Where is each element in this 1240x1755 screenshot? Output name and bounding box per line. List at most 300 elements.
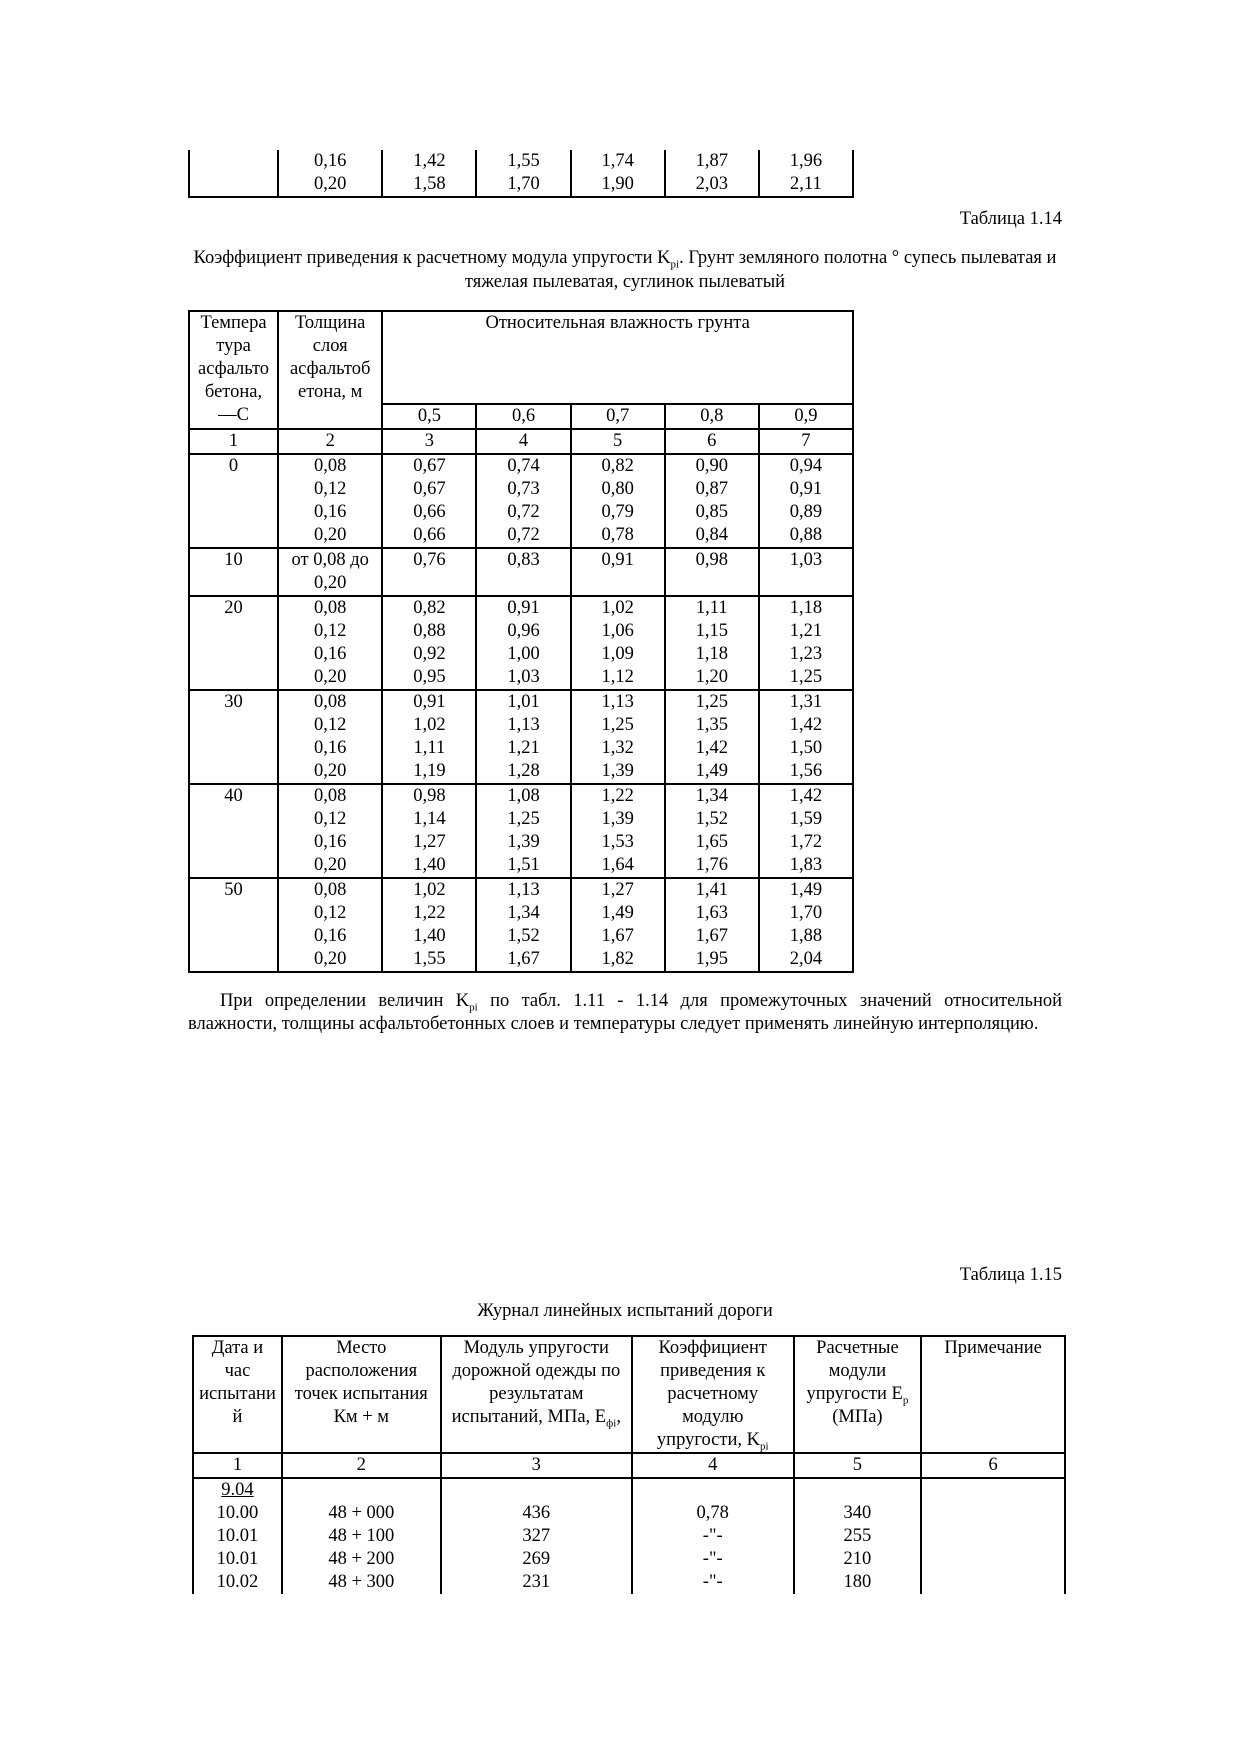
thickness-value: 0,12 xyxy=(314,479,347,499)
table-row xyxy=(189,784,853,878)
cell-value: 231 xyxy=(522,1572,551,1592)
header-line: модули xyxy=(828,1361,887,1381)
header-line: модулю xyxy=(682,1407,744,1427)
cell-value: 1,96 xyxy=(789,151,823,171)
subscript: р xyxy=(902,1394,909,1407)
header-number-row xyxy=(189,429,853,454)
coefficient-cell xyxy=(665,878,759,972)
header-line: й xyxy=(232,1407,243,1427)
coefficient-cell xyxy=(759,454,853,548)
header-line: упругости, $K_{pi}$ xyxy=(656,1430,769,1453)
header-line: Расчетные xyxy=(816,1338,899,1358)
coefficient-value: 1,56 xyxy=(789,761,823,781)
continuation-cell xyxy=(665,150,759,197)
moisture-value: 0,7 xyxy=(571,404,665,429)
spacer xyxy=(445,1479,628,1502)
coefficient-value: 0,98 xyxy=(413,786,446,806)
coefficient-value: 1,52 xyxy=(507,926,540,946)
cell-value: 48 + 300 xyxy=(328,1572,395,1592)
coefficient-value: 0,91 xyxy=(507,598,540,618)
coefficient-value: 1,02 xyxy=(601,598,634,618)
coefficient-value: 1,18 xyxy=(695,644,728,664)
coefficient-value: 1,55 xyxy=(413,949,446,969)
table-1-15-body xyxy=(193,1478,1065,1594)
coefficient-value: 0,85 xyxy=(695,502,728,522)
cell-value: 1,42 xyxy=(413,151,446,171)
header-temperature-line: бетона, xyxy=(204,382,263,402)
coefficient-value: 0,92 xyxy=(413,644,446,664)
cell-value: 48 + 100 xyxy=(328,1526,395,1546)
coefficient-cell xyxy=(476,548,570,596)
header-location xyxy=(282,1336,441,1453)
temperature-cell: 30 xyxy=(189,690,278,784)
header-date-time xyxy=(193,1336,282,1453)
cell-value: 2,11 xyxy=(790,174,822,194)
coefficient-value: 1,70 xyxy=(789,903,823,923)
cell-value: 2,03 xyxy=(695,174,728,194)
moisture-value: 0,8 xyxy=(665,404,759,429)
coefficient-value: 1,13 xyxy=(601,692,634,712)
coefficient-cell xyxy=(382,784,476,878)
cell-value xyxy=(925,1548,1061,1571)
spacer xyxy=(798,1479,918,1502)
coefficient-cell xyxy=(759,784,853,878)
coefficient-value: 1,40 xyxy=(413,926,446,946)
thickness-cell xyxy=(278,596,382,690)
coefficient-cell xyxy=(571,690,665,784)
coefficient-value: 1,25 xyxy=(601,715,634,735)
continuation-cell xyxy=(189,150,278,197)
coefficient-value: 0,82 xyxy=(413,598,446,618)
subscript: pi xyxy=(759,1440,769,1453)
header-modulus xyxy=(441,1336,632,1453)
coefficient-value: 0,67 xyxy=(413,479,446,499)
cell-value: 269 xyxy=(522,1549,551,1569)
header-temperature-line: асфальто xyxy=(197,359,270,379)
cell-value: -"- xyxy=(702,1572,723,1592)
table-1-14-body xyxy=(189,454,853,972)
table-row xyxy=(189,548,853,596)
header-temperature-line: Темпера xyxy=(200,313,267,333)
coefficient-value: 0,95 xyxy=(413,667,446,687)
column-number: 7 xyxy=(759,429,853,454)
coefficient-value: 1,67 xyxy=(601,926,634,946)
header-thickness xyxy=(278,311,382,429)
column-number: 5 xyxy=(571,429,665,454)
coefficient-value: 1,28 xyxy=(507,761,540,781)
coefficient-value: 0,91 xyxy=(413,692,446,712)
coefficient-value: 1,51 xyxy=(507,855,540,875)
header-line: Коэффициент xyxy=(658,1338,767,1358)
coefficient-value: 1,67 xyxy=(695,926,728,946)
cell-value: 255 xyxy=(843,1526,872,1546)
moisture-value: 0,6 xyxy=(476,404,570,429)
table-1-15-label: Таблица 1.15 xyxy=(959,1265,1062,1285)
header-line: дорожной одежды по xyxy=(452,1361,621,1381)
table-1-14-header xyxy=(189,311,853,454)
thickness-value: 0,16 xyxy=(314,502,347,522)
thickness-cell xyxy=(278,454,382,548)
continuation-cell xyxy=(476,150,570,197)
header-thickness-line: етона, м xyxy=(298,382,363,402)
cell-value: 0,78 xyxy=(696,1503,729,1523)
header-line: (МПа) xyxy=(832,1407,883,1427)
thickness-value: 0,16 xyxy=(314,926,347,946)
thickness-value: 0,12 xyxy=(314,621,347,641)
table-1-15-title: Журнал линейных испытаний дороги xyxy=(477,1301,773,1321)
table-row xyxy=(189,690,853,784)
coefficient-value: 2,04 xyxy=(789,949,823,969)
continuation-cell xyxy=(759,150,853,197)
coefficient-value: 0,67 xyxy=(413,456,446,476)
header-line: расположения xyxy=(305,1361,418,1381)
header-line: час xyxy=(224,1361,251,1381)
coefficient-value: 1,39 xyxy=(507,832,540,852)
header-thickness-line: Толщина xyxy=(294,313,366,333)
thickness-cell xyxy=(278,878,382,972)
cell-value: 210 xyxy=(843,1549,872,1569)
header-line: испытаний, МПа, $Е_{фi}$, xyxy=(451,1407,621,1430)
test-date: 9.04 xyxy=(221,1480,254,1500)
header-line: Км + м xyxy=(333,1407,390,1427)
thickness-cell xyxy=(278,548,382,596)
coefficient-value: 1,03 xyxy=(789,550,823,570)
coefficient-value: 0,72 xyxy=(507,525,540,545)
cell-value: 10.01 xyxy=(216,1526,259,1546)
coefficient-cell xyxy=(382,596,476,690)
thickness-value: 0,16 xyxy=(314,738,347,758)
coefficient-value: 0,74 xyxy=(507,456,540,476)
coefficient-cell xyxy=(382,878,476,972)
header-line: Дата и xyxy=(211,1338,264,1358)
coefficient-value: 1,02 xyxy=(413,715,446,735)
coefficient-value: 0,66 xyxy=(413,525,446,545)
coefficient-value: 1,18 xyxy=(789,598,823,618)
coefficient-cell xyxy=(759,878,853,972)
column-number: 1 xyxy=(193,1453,282,1478)
coefficient-value: 1,39 xyxy=(601,761,634,781)
spacer xyxy=(925,1479,1061,1502)
cell-value: 48 + 000 xyxy=(328,1503,395,1523)
cell-value: 1,58 xyxy=(413,174,446,194)
cell-value: 436 xyxy=(522,1503,551,1523)
cell-value: -"- xyxy=(702,1526,723,1546)
coefficient-cell xyxy=(476,784,570,878)
coefficient-value: 1,42 xyxy=(789,715,823,735)
coefficient-cell xyxy=(476,596,570,690)
coefficient-value: 1,27 xyxy=(601,880,634,900)
coefficient-value: 1,64 xyxy=(601,855,634,875)
cell-value: 1,70 xyxy=(507,174,540,194)
journal-cell xyxy=(282,1478,441,1594)
coefficient-value: 1,25 xyxy=(507,809,540,829)
coefficient-value: 1,20 xyxy=(695,667,728,687)
coefficient-value: 1,01 xyxy=(507,692,540,712)
coefficient-value: 1,63 xyxy=(695,903,728,923)
moisture-value: 0,5 xyxy=(382,404,476,429)
coefficient-value: 1,13 xyxy=(507,715,540,735)
coefficient-value: 1,32 xyxy=(601,738,634,758)
coefficient-cell xyxy=(571,548,665,596)
thickness-value: 0,08 xyxy=(314,598,347,618)
temperature-cell: 10 xyxy=(189,548,278,596)
header-line: испытани xyxy=(199,1384,276,1404)
table-row xyxy=(193,1478,1065,1594)
continuation-table-body xyxy=(189,150,853,197)
coefficient-value: 0,84 xyxy=(695,525,728,545)
coefficient-value: 1,25 xyxy=(695,692,728,712)
coefficient-value: 1,95 xyxy=(695,949,728,969)
coefficient-value: 1,67 xyxy=(507,949,540,969)
coefficient-value: 0,90 xyxy=(695,456,728,476)
coefficient-cell xyxy=(571,878,665,972)
coefficient-value: 1,72 xyxy=(789,832,823,852)
continuation-cell xyxy=(571,150,665,197)
temperature-cell: 50 xyxy=(189,878,278,972)
header-line: расчетному xyxy=(667,1384,759,1404)
column-number: 2 xyxy=(282,1453,441,1478)
coefficient-cell xyxy=(571,454,665,548)
journal-cell xyxy=(794,1478,922,1594)
thickness-value: 0,16 xyxy=(314,644,347,664)
coefficient-value: 1,09 xyxy=(601,644,634,664)
thickness-value: 0,08 xyxy=(314,456,347,476)
subscript: фi xyxy=(606,1417,617,1430)
cell-value: 1,55 xyxy=(507,151,540,171)
cell-value: 180 xyxy=(843,1572,872,1592)
spacer xyxy=(636,1479,790,1502)
coefficient-value: 0,82 xyxy=(601,456,634,476)
moisture-value: 0,9 xyxy=(759,404,853,429)
coefficient-value: 1,11 xyxy=(413,738,446,758)
coefficient-value: 1,11 xyxy=(695,598,728,618)
thickness-value: 0,20 xyxy=(314,761,347,781)
coefficient-value: 1,22 xyxy=(413,903,446,923)
coefficient-value: 0,72 xyxy=(507,502,540,522)
coefficient-cell xyxy=(476,878,570,972)
coefficient-value: 0,66 xyxy=(413,502,446,522)
coefficient-value: 1,83 xyxy=(789,855,823,875)
thickness-value: 0,20 xyxy=(314,855,347,875)
coefficient-value: 1,42 xyxy=(695,738,728,758)
coefficient-cell xyxy=(665,596,759,690)
coefficient-value: 1,00 xyxy=(507,644,540,664)
cell-value xyxy=(925,1525,1061,1548)
thickness-value: 0,12 xyxy=(314,715,347,735)
coefficient-value: 1,52 xyxy=(695,809,728,829)
coefficient-value: 1,53 xyxy=(601,832,634,852)
thickness-value: 0,20 xyxy=(314,667,347,687)
coefficient-value: 1,13 xyxy=(507,880,540,900)
continuation-row xyxy=(189,150,853,197)
coefficient-cell xyxy=(759,596,853,690)
coefficient-value: 1,06 xyxy=(601,621,634,641)
thickness-cell xyxy=(278,784,382,878)
header-note: Примечание xyxy=(921,1336,1065,1453)
thickness-value: 0,08 xyxy=(314,786,347,806)
cell-value: 1,90 xyxy=(601,174,634,194)
cell-value: 0,16 xyxy=(314,151,347,171)
coefficient-value: 0,79 xyxy=(601,502,634,522)
table-row xyxy=(189,878,853,972)
thickness-value: 0,16 xyxy=(314,832,347,852)
coefficient-cell xyxy=(476,690,570,784)
coefficient-cell xyxy=(665,548,759,596)
coefficient-value: 1,08 xyxy=(507,786,540,806)
coefficient-cell xyxy=(382,454,476,548)
coefficient-cell xyxy=(382,548,476,596)
column-number: 3 xyxy=(382,429,476,454)
coefficient-cell xyxy=(382,690,476,784)
continuation-cell xyxy=(382,150,476,197)
cell-value: 10.01 xyxy=(216,1549,259,1569)
coefficient-cell xyxy=(571,596,665,690)
coefficient-value: 1,49 xyxy=(695,761,728,781)
coefficient-value: 1,25 xyxy=(789,667,823,687)
header-line: приведения к xyxy=(660,1361,766,1381)
coefficient-value: 1,31 xyxy=(789,692,823,712)
coefficient-cell xyxy=(571,784,665,878)
header-number-row-1-15 xyxy=(193,1453,1065,1478)
coefficient-value: 1,02 xyxy=(413,880,446,900)
coefficient-value: 1,21 xyxy=(507,738,540,758)
coefficient-value: 0,78 xyxy=(601,525,634,545)
column-number: 2 xyxy=(278,429,382,454)
coefficient-cell xyxy=(759,690,853,784)
coefficient-value: 1,34 xyxy=(695,786,728,806)
coefficient-value: 1,27 xyxy=(413,832,446,852)
column-number: 1 xyxy=(189,429,278,454)
cell-value xyxy=(925,1571,1061,1594)
column-number: 5 xyxy=(794,1453,922,1478)
coefficient-cell xyxy=(759,548,853,596)
coefficient-value: 1,41 xyxy=(695,880,728,900)
thickness-value: 0,20 xyxy=(314,573,347,593)
column-number: 6 xyxy=(665,429,759,454)
coefficient-value: 0,88 xyxy=(413,621,446,641)
coefficient-value: 1,49 xyxy=(789,880,823,900)
cell-value: 1,74 xyxy=(601,151,634,171)
coefficient-value: 0,94 xyxy=(789,456,823,476)
table-row xyxy=(189,454,853,548)
thickness-value: 0,08 xyxy=(314,880,347,900)
cell-value: 10.02 xyxy=(216,1572,259,1592)
coefficient-value: 1,34 xyxy=(507,903,540,923)
coefficient-value: 1,14 xyxy=(413,809,446,829)
coefficient-value: 0,88 xyxy=(789,525,823,545)
cell-value: 1,87 xyxy=(695,151,728,171)
coefficient-value: 0,98 xyxy=(695,550,728,570)
coefficient-value: 1,49 xyxy=(601,903,634,923)
header-temperature-line: —С xyxy=(218,405,249,425)
journal-cell xyxy=(193,1478,282,1594)
coefficient-value: 1,19 xyxy=(413,761,446,781)
coefficient-value: 1,76 xyxy=(695,855,728,875)
coefficient-value: 0,87 xyxy=(695,479,728,499)
coefficient-value: 1,22 xyxy=(601,786,634,806)
temperature-cell: 0 xyxy=(189,454,278,548)
table-1-14 xyxy=(188,310,854,973)
thickness-value: 0,12 xyxy=(314,903,347,923)
thickness-value: 0,20 xyxy=(314,525,347,545)
table-1-14-title: Коэффициент приведения к расчетному модула упругости $K_{pi}$. Грунт земляного полотна ° супесь пылеватая и тяжелая пылеватая, суглинок пылеватый xyxy=(193,248,1057,292)
coefficient-value: 1,12 xyxy=(601,667,634,687)
journal-cell xyxy=(441,1478,632,1594)
coefficient-value: 1,15 xyxy=(695,621,728,641)
coefficient-value: 0,83 xyxy=(507,550,540,570)
table-1-15-header xyxy=(193,1336,1065,1478)
header-calc-modulus xyxy=(794,1336,922,1453)
column-number: 3 xyxy=(441,1453,632,1478)
table-1-14-label: Таблица 1.14 xyxy=(959,209,1062,229)
cell-value: 10.00 xyxy=(216,1503,259,1523)
interpolation-paragraph: При определении величин $K_{pi}$ по табл. 1.11 - 1.14 для промежуточных значений относительной влажности, толщины асфальтобетонных слоев и температуры следует применять линейную интерполяцию. xyxy=(188,991,1062,1034)
coefficient-value: 1,50 xyxy=(789,738,823,758)
coefficient-value: 1,03 xyxy=(507,667,540,687)
temperature-cell: 20 xyxy=(189,596,278,690)
coefficient-value: 0,96 xyxy=(507,621,540,641)
thickness-value: 0,12 xyxy=(314,809,347,829)
header-line: точек испытания xyxy=(294,1384,428,1404)
coefficient-value: 1,40 xyxy=(413,855,446,875)
cell-value: 340 xyxy=(843,1503,872,1523)
header-thickness-line: асфальтоб xyxy=(289,359,371,379)
coefficient-value: 1,35 xyxy=(695,715,728,735)
coefficient-value: 0,80 xyxy=(601,479,634,499)
coefficient-cell xyxy=(665,690,759,784)
coefficient-value: 0,73 xyxy=(507,479,540,499)
column-number: 4 xyxy=(476,429,570,454)
header-line: Модуль упругости xyxy=(463,1338,609,1358)
column-number: 6 xyxy=(921,1453,1065,1478)
coefficient-value: 0,76 xyxy=(413,550,446,570)
thickness-cell xyxy=(278,690,382,784)
coefficient-cell xyxy=(476,454,570,548)
coefficient-value: 1,88 xyxy=(789,926,823,946)
coefficient-value: 1,82 xyxy=(601,949,634,969)
cell-value: -"- xyxy=(702,1549,723,1569)
table-1-15 xyxy=(192,1335,1066,1594)
coefficient-value: 1,59 xyxy=(789,809,823,829)
header-thickness-line: слоя xyxy=(312,336,348,356)
coefficient-value: 1,23 xyxy=(789,644,823,664)
coefficient-value: 1,65 xyxy=(695,832,728,852)
journal-cell xyxy=(921,1478,1065,1594)
coefficient-value: 1,42 xyxy=(789,786,823,806)
thickness-value: от 0,08 до xyxy=(291,550,369,570)
header-line: результатам xyxy=(489,1384,584,1404)
coefficient-cell xyxy=(665,784,759,878)
spacer xyxy=(286,1479,437,1502)
coefficient-value: 1,39 xyxy=(601,809,634,829)
coefficient-value: 0,91 xyxy=(789,479,823,499)
coefficient-value: 0,91 xyxy=(601,550,634,570)
continuation-table xyxy=(188,150,854,198)
column-number: 4 xyxy=(632,1453,794,1478)
journal-cell xyxy=(632,1478,794,1594)
coefficient-value: 1,21 xyxy=(789,621,823,641)
cell-value: 327 xyxy=(522,1526,551,1546)
cell-value: 0,20 xyxy=(314,174,347,194)
header-line: упругости $Е_р$ xyxy=(806,1384,909,1407)
coefficient-cell xyxy=(665,454,759,548)
coefficient-value: 0,89 xyxy=(789,502,823,522)
header-line: Место xyxy=(336,1338,387,1358)
header-coefficient xyxy=(632,1336,794,1453)
cell-value xyxy=(925,1502,1061,1525)
thickness-value: 0,08 xyxy=(314,692,347,712)
thickness-value: 0,20 xyxy=(314,949,347,969)
